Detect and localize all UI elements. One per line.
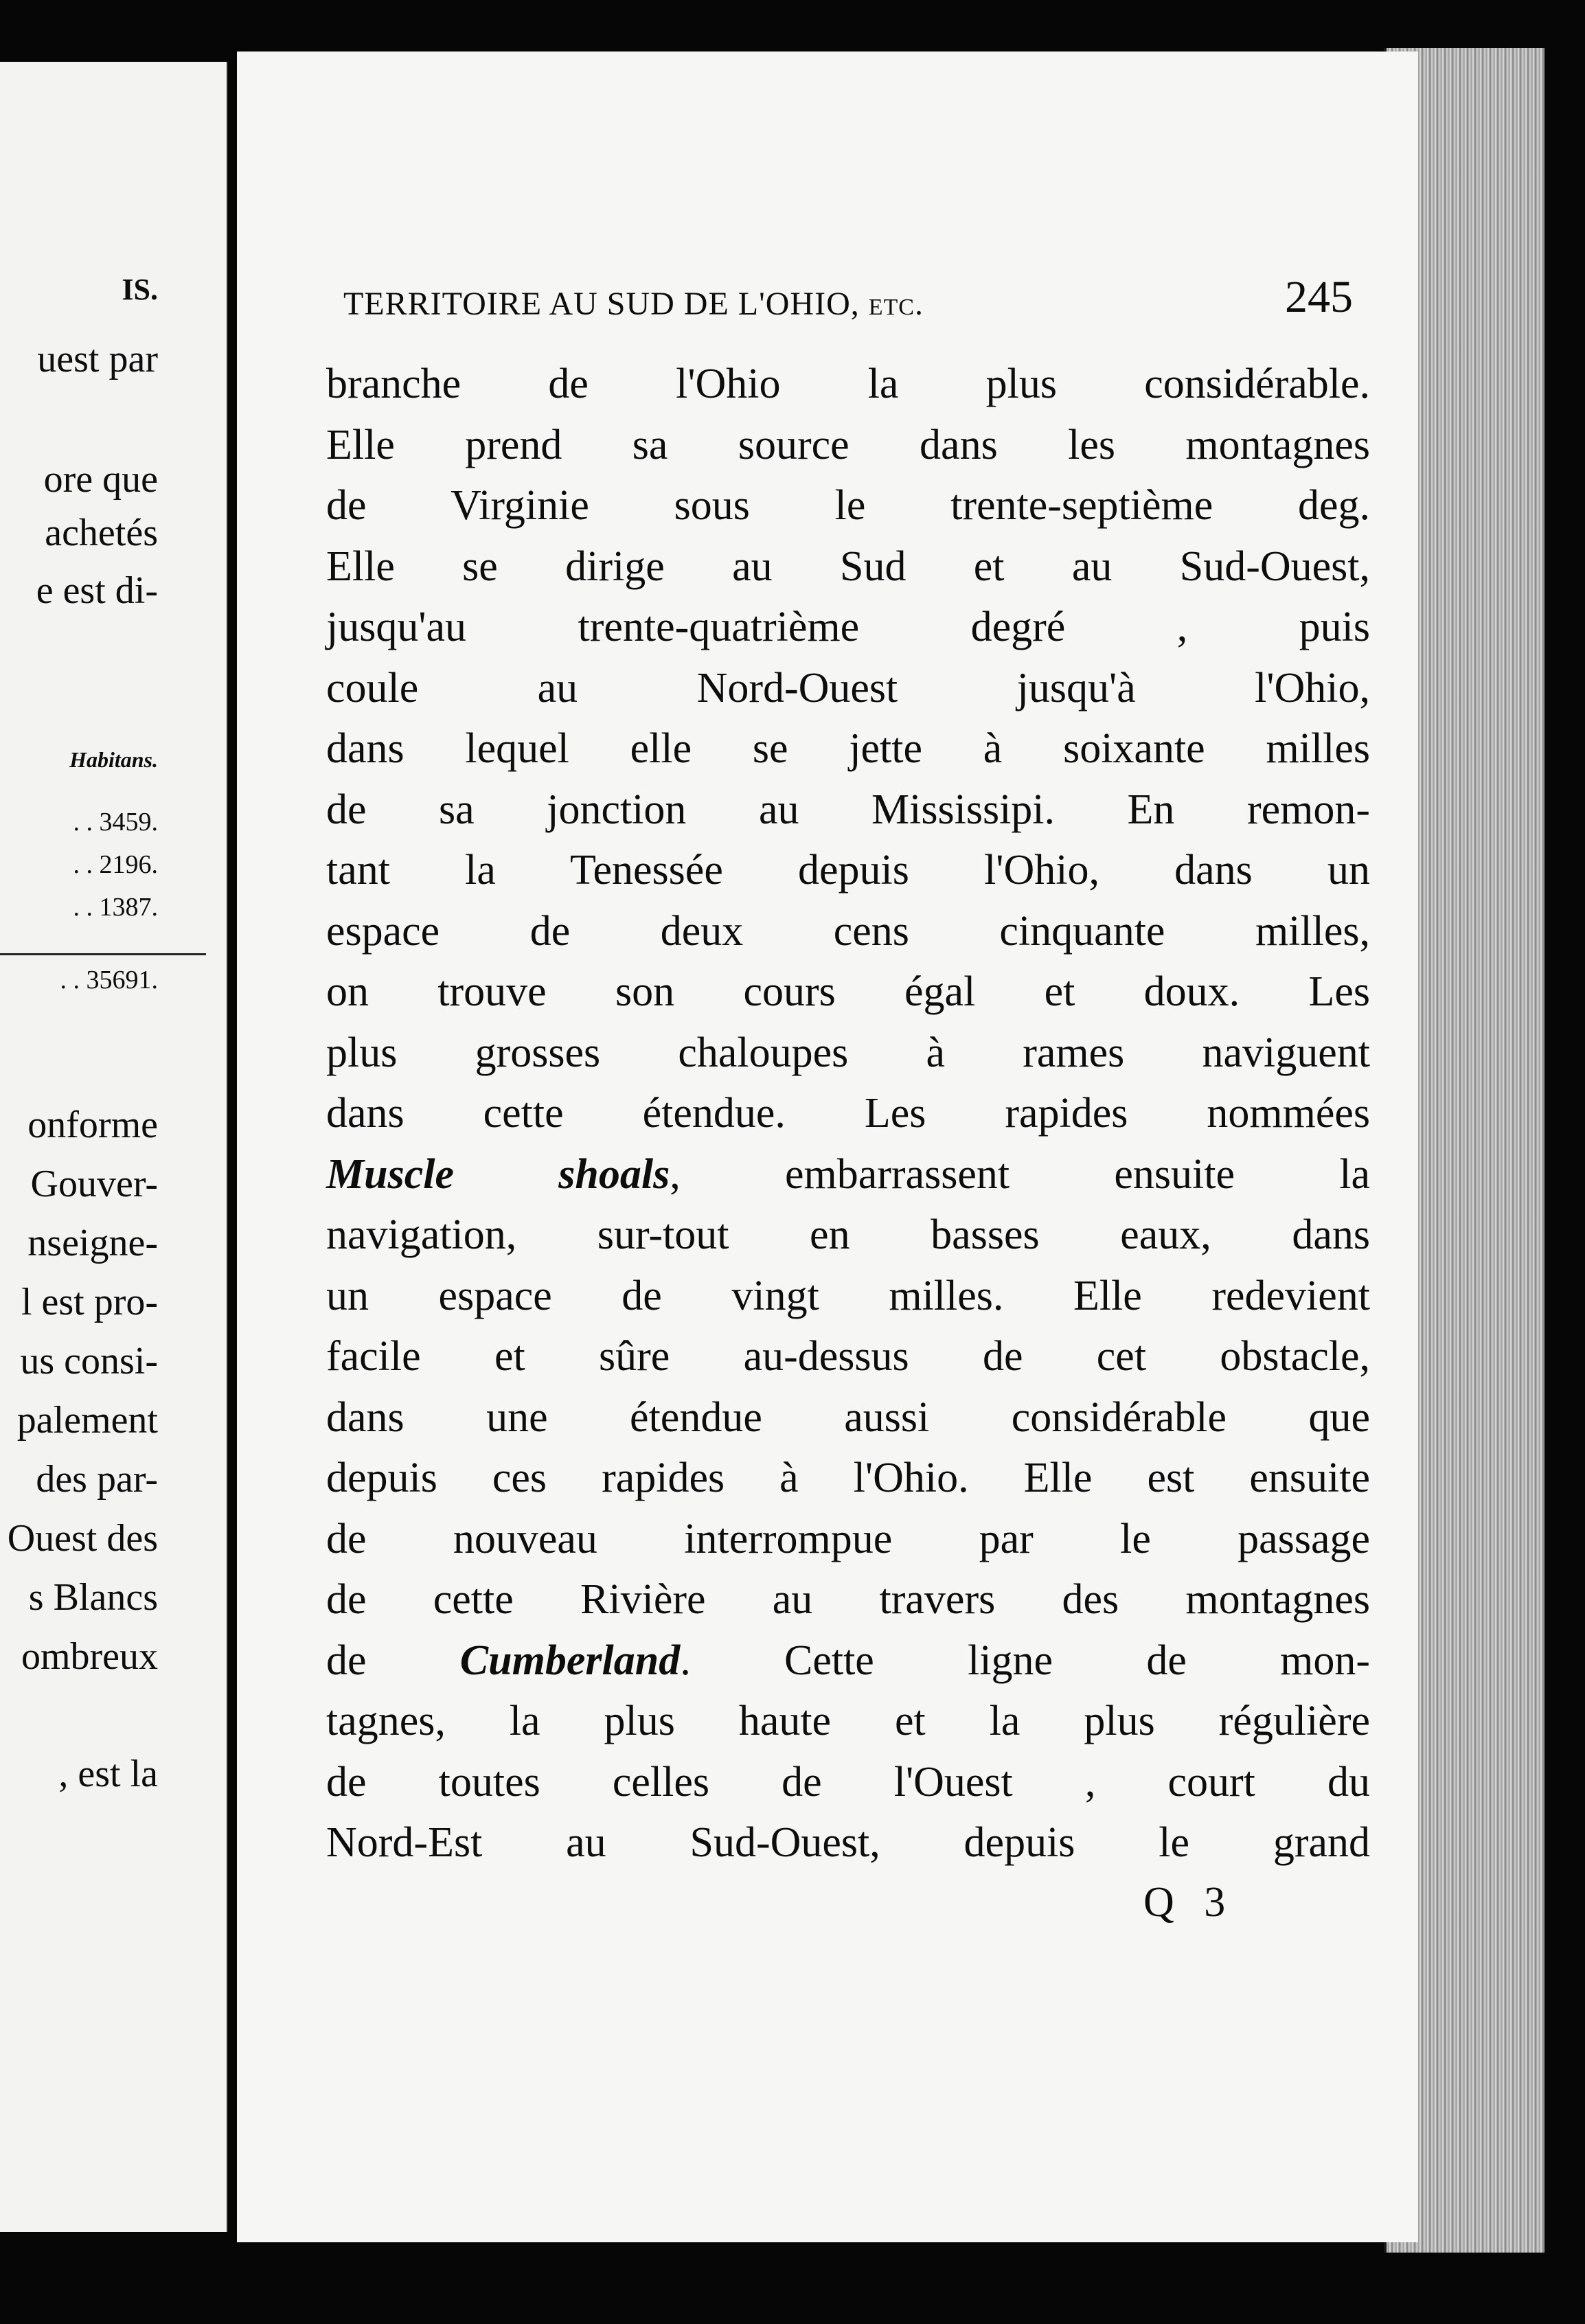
text-run: facile et sûre au-dessus de cet obstacle, bbox=[326, 1333, 1370, 1380]
left-line: nseigne- bbox=[27, 1222, 158, 1264]
text-run: de sa jonction au Mississipi. En remon- bbox=[326, 786, 1370, 833]
text-line bbox=[326, 1691, 1370, 1752]
text-run: Elle se dirige au Sud et au Sud-Ouest, bbox=[326, 543, 1370, 590]
text-line bbox=[326, 1812, 1370, 1873]
text-run: navigation, sur-tout en basses eaux, dans bbox=[326, 1211, 1370, 1258]
text-run: Elle prend sa source dans les montagnes bbox=[326, 421, 1370, 468]
text-line bbox=[326, 1569, 1370, 1630]
text-line bbox=[326, 901, 1370, 962]
text-line bbox=[326, 840, 1370, 901]
text-run: de cette Rivière au travers des montagnes bbox=[326, 1576, 1370, 1623]
main-page bbox=[237, 52, 1418, 2242]
left-line: uest par bbox=[37, 338, 158, 380]
text-line bbox=[326, 718, 1370, 779]
text-run: jusqu'au trente-quatrième degré , puis bbox=[326, 604, 1370, 650]
text-run: plus grosses chaloupes à rames naviguent bbox=[326, 1029, 1370, 1076]
left-line: e est di- bbox=[36, 569, 158, 612]
table-total: . . 35691. bbox=[60, 966, 158, 994]
table-rule bbox=[0, 953, 206, 955]
left-line: us consi- bbox=[20, 1340, 158, 1382]
text-line bbox=[326, 1630, 1370, 1691]
text-line bbox=[326, 354, 1370, 415]
text-run: dans cette étendue. Les rapides nommées bbox=[326, 1090, 1370, 1137]
text-run: branche de l'Ohio la plus considérable. bbox=[326, 361, 1370, 407]
table-value: . . 1387. bbox=[73, 893, 158, 922]
text-line bbox=[326, 536, 1370, 597]
italic-term: Muscle shoals bbox=[326, 1150, 670, 1198]
text-line bbox=[326, 1023, 1370, 1084]
table-value: . . 3459. bbox=[73, 808, 158, 836]
running-head bbox=[343, 271, 1353, 333]
text-line bbox=[326, 1083, 1370, 1144]
text-run: , embarrassent ensuite la bbox=[670, 1150, 1371, 1198]
text-run: un espace de vingt milles. Elle redevient bbox=[326, 1272, 1370, 1319]
text-run: de toutes celles de l'Ouest , court du bbox=[326, 1758, 1370, 1805]
text-run: de Virginie sous le trente-septième deg. bbox=[326, 482, 1370, 529]
left-line: s Blancs bbox=[28, 1576, 158, 1619]
text-run: depuis ces rapides à l'Ohio. Elle est ensuite bbox=[326, 1455, 1370, 1501]
left-line: des par- bbox=[36, 1458, 158, 1501]
text-run: dans une étendue aussi considérable que bbox=[326, 1393, 1370, 1441]
text-run: . Cette ligne de mon- bbox=[680, 1637, 1370, 1684]
left-line: palement bbox=[16, 1399, 158, 1442]
left-line: achetés bbox=[45, 512, 158, 554]
text-run: de nouveau interrompue par le passage bbox=[326, 1515, 1370, 1562]
body-text bbox=[326, 354, 1370, 1873]
text-line bbox=[326, 1326, 1370, 1387]
text-line bbox=[326, 1509, 1370, 1570]
left-page-fragment bbox=[0, 62, 228, 2232]
left-line: onforme bbox=[27, 1104, 158, 1146]
text-line bbox=[326, 1266, 1370, 1327]
text-line bbox=[326, 1448, 1370, 1509]
italic-term: Cumberland bbox=[459, 1637, 681, 1684]
signature-mark: Q 3 bbox=[1143, 1879, 1235, 1926]
left-line: , est la bbox=[58, 1753, 158, 1795]
text-line bbox=[326, 961, 1370, 1023]
text-line bbox=[326, 658, 1370, 719]
text-line bbox=[326, 1144, 1370, 1205]
text-line bbox=[326, 597, 1370, 658]
text-run: coule au Nord-Ouest jusqu'à l'Ohio, bbox=[326, 664, 1370, 711]
table-header: Habitans. bbox=[69, 747, 158, 772]
left-line: ore que bbox=[43, 458, 158, 501]
text-line bbox=[326, 1752, 1370, 1813]
text-line bbox=[326, 475, 1370, 536]
text-run: on trouve son cours égal et doux. Les bbox=[326, 968, 1370, 1015]
table-value: . . 2196. bbox=[73, 850, 158, 879]
page-number: 245 bbox=[1285, 272, 1353, 322]
left-line: Gouver- bbox=[30, 1163, 158, 1205]
text-line bbox=[326, 415, 1370, 476]
text-line bbox=[326, 1387, 1370, 1448]
left-line: l est pro- bbox=[21, 1281, 158, 1323]
text-line bbox=[326, 1205, 1370, 1266]
running-title: TERRITOIRE AU SUD DE L'OHIO, etc. bbox=[343, 286, 924, 322]
text-run: espace de deux cens cinquante milles, bbox=[326, 907, 1370, 955]
text-run: Nord-Est au Sud-Ouest, depuis le grand bbox=[326, 1819, 1370, 1866]
left-line: ombreux bbox=[21, 1635, 158, 1678]
text-run: tant la Tenessée depuis l'Ohio, dans un bbox=[326, 847, 1370, 893]
text-line bbox=[326, 779, 1370, 841]
left-heading-fragment: IS. bbox=[122, 273, 158, 306]
text-run: de bbox=[326, 1637, 460, 1684]
text-run: dans lequel elle se jette à soixante milles bbox=[326, 725, 1370, 772]
left-line: Ouest des bbox=[7, 1517, 158, 1560]
text-run: tagnes, la plus haute et la plus régulière bbox=[326, 1698, 1370, 1744]
